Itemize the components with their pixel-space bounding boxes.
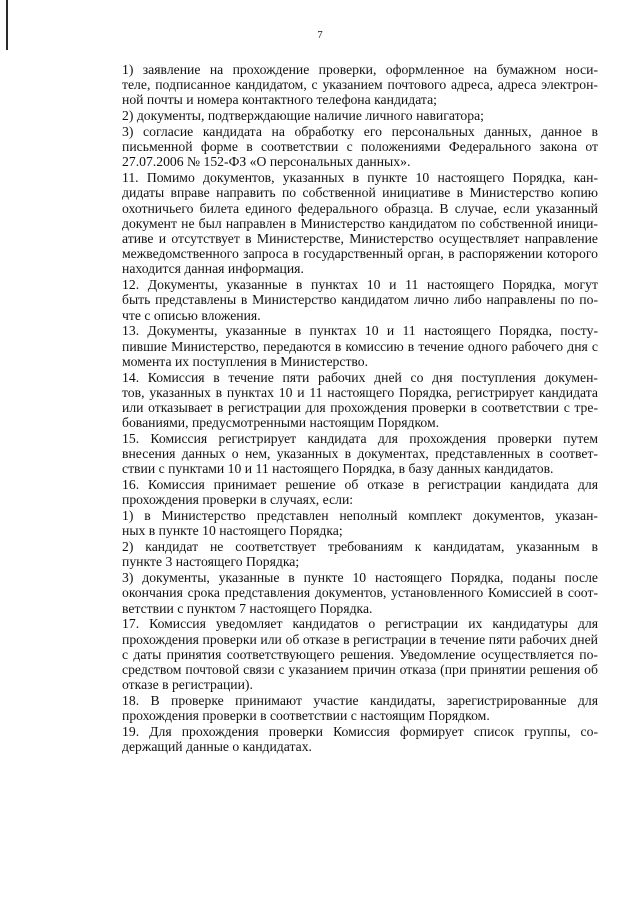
text-line: письменной форме в соответствии с положениями Федерального закона от — [122, 139, 598, 155]
text-line: ствии с пунктами 10 и 11 настоящего Порядка, в базу данных кандидатов. — [122, 461, 554, 477]
paragraph — [90, 170, 598, 276]
text-line: ной почты и номера контактного телефона кандидата; — [122, 92, 437, 108]
text-line: 17. Комиссия уведомляет кандидатов о регистрации их кандидатуры для — [122, 616, 598, 632]
text-line: 3) согласие кандидата на обработку его персональных данных, данное в — [122, 124, 598, 139]
text-line: отказе в регистрации). — [122, 677, 253, 693]
text-line: быть представлены в Министерство кандидатом лично либо направлены по по- — [122, 292, 598, 308]
text-line: 2) кандидат не соответствует требованиям к кандидатам, указанным в — [122, 539, 598, 555]
document-body — [90, 62, 598, 755]
text-line: межведомственного запроса в государственный орган, в распоряжении которого — [122, 246, 598, 262]
text-line: или отказывает в регистрации для прохождения проверки в соответствии с тре- — [122, 400, 598, 416]
text-line: 2) документы, подтверждающие наличие личного навигатора; — [122, 108, 484, 124]
paragraph — [90, 431, 598, 477]
text-line: документ не был направлен в Министерство кандидатом по собственной иници- — [122, 215, 598, 231]
text-line: 1) заявление на прохождение проверки, оформленное на бумажном носи- — [122, 62, 598, 77]
paragraph — [90, 277, 598, 323]
text-line: 1) в Министерство представлен неполный комплект документов, указан- — [122, 508, 598, 524]
scan-edge-line — [6, 0, 8, 50]
text-line: пункте 3 настоящего Порядка; — [122, 554, 300, 570]
text-line: прохождения проверки в случаях, если: — [122, 492, 354, 508]
text-line: 15. Комиссия регистрирует кандидата для прохождения проверки путем — [122, 431, 598, 447]
page-number: 7 — [317, 30, 323, 41]
text-line: тов, указанных в пунктах 10 и 11 настоящего Порядка, регистрирует кандидата — [122, 384, 598, 400]
text-line: внесения данных о нем, указанных в документах, представленных в соответ- — [122, 446, 598, 462]
text-line: находится данная информация. — [122, 261, 304, 277]
text-line: ативе и отсутствует в Министерстве, Министерство осуществляет направление — [122, 231, 598, 247]
paragraph — [90, 508, 598, 538]
paragraph — [90, 724, 598, 754]
text-line: ветствии с пунктом 7 настоящего Порядка. — [122, 600, 373, 616]
text-line: ных в пункте 10 настоящего Порядка; — [122, 523, 343, 539]
paragraph — [90, 693, 598, 723]
text-line: 27.07.2006 № 152-ФЗ «О персональных данных». — [122, 154, 411, 170]
text-line: охотничьего билета единого федерального образца. В случае, если указанный — [122, 200, 598, 216]
text-line: 12. Документы, указанные в пунктах 10 и 11 настоящего Порядка, могут — [122, 277, 598, 293]
paragraph — [90, 539, 598, 569]
text-line: с даты принятия соответствующего решения. Уведомление осуществляется по- — [122, 646, 598, 662]
text-line: прохождения проверки в соответствии с настоящим Порядком. — [122, 708, 490, 724]
paragraph — [90, 570, 598, 616]
text-line: чте с описью вложения. — [122, 307, 261, 323]
text-line: 19. Для прохождения проверки Комиссия формирует список группы, со- — [122, 724, 598, 740]
text-line: дидаты вправе направить по собственной инициативе в Министерство копию — [122, 185, 598, 201]
paragraph — [90, 108, 598, 123]
text-line: 18. В проверке принимают участие кандидаты, зарегистрированные для — [122, 693, 598, 709]
text-line: бованиями, предусмотренными настоящим Порядком. — [122, 415, 440, 431]
text-line: 14. Комиссия в течение пяти рабочих дней со дня поступления докумен- — [122, 369, 598, 385]
text-line: окончания срока представления документов, установленного Комиссией в соот- — [122, 585, 598, 601]
paragraph — [90, 62, 598, 108]
text-line: держащий данные о кандидатах. — [122, 739, 312, 755]
text-line: 13. Документы, указанные в пунктах 10 и 11 настоящего Порядка, посту- — [122, 323, 598, 339]
text-line: пившие Министерство, передаются в комиссию в течение одного рабочего дня с — [122, 338, 598, 354]
text-line: момента их поступления в Министерство. — [122, 353, 369, 369]
paragraph — [90, 124, 598, 170]
paragraph — [90, 477, 598, 507]
paragraph — [90, 616, 598, 692]
text-line: теле, подписанное кандидатом, с указанием почтового адреса, адреса электрон- — [122, 77, 598, 93]
text-line: 11. Помимо документов, указанных в пункте 10 настоящего Порядка, кан- — [122, 170, 598, 186]
text-line: 16. Комиссия принимает решение об отказе в регистрации кандидата для — [122, 477, 598, 493]
paragraph — [90, 323, 598, 369]
text-line: средством почтовой связи с указанием причин отказа (при принятии решения об — [122, 662, 598, 678]
text-line: 3) документы, указанные в пункте 10 настоящего Порядка, поданы после — [122, 570, 598, 586]
paragraph — [90, 370, 598, 431]
text-line: прохождения проверки или об отказе в регистрации в течение пяти рабочих дней — [122, 631, 598, 647]
